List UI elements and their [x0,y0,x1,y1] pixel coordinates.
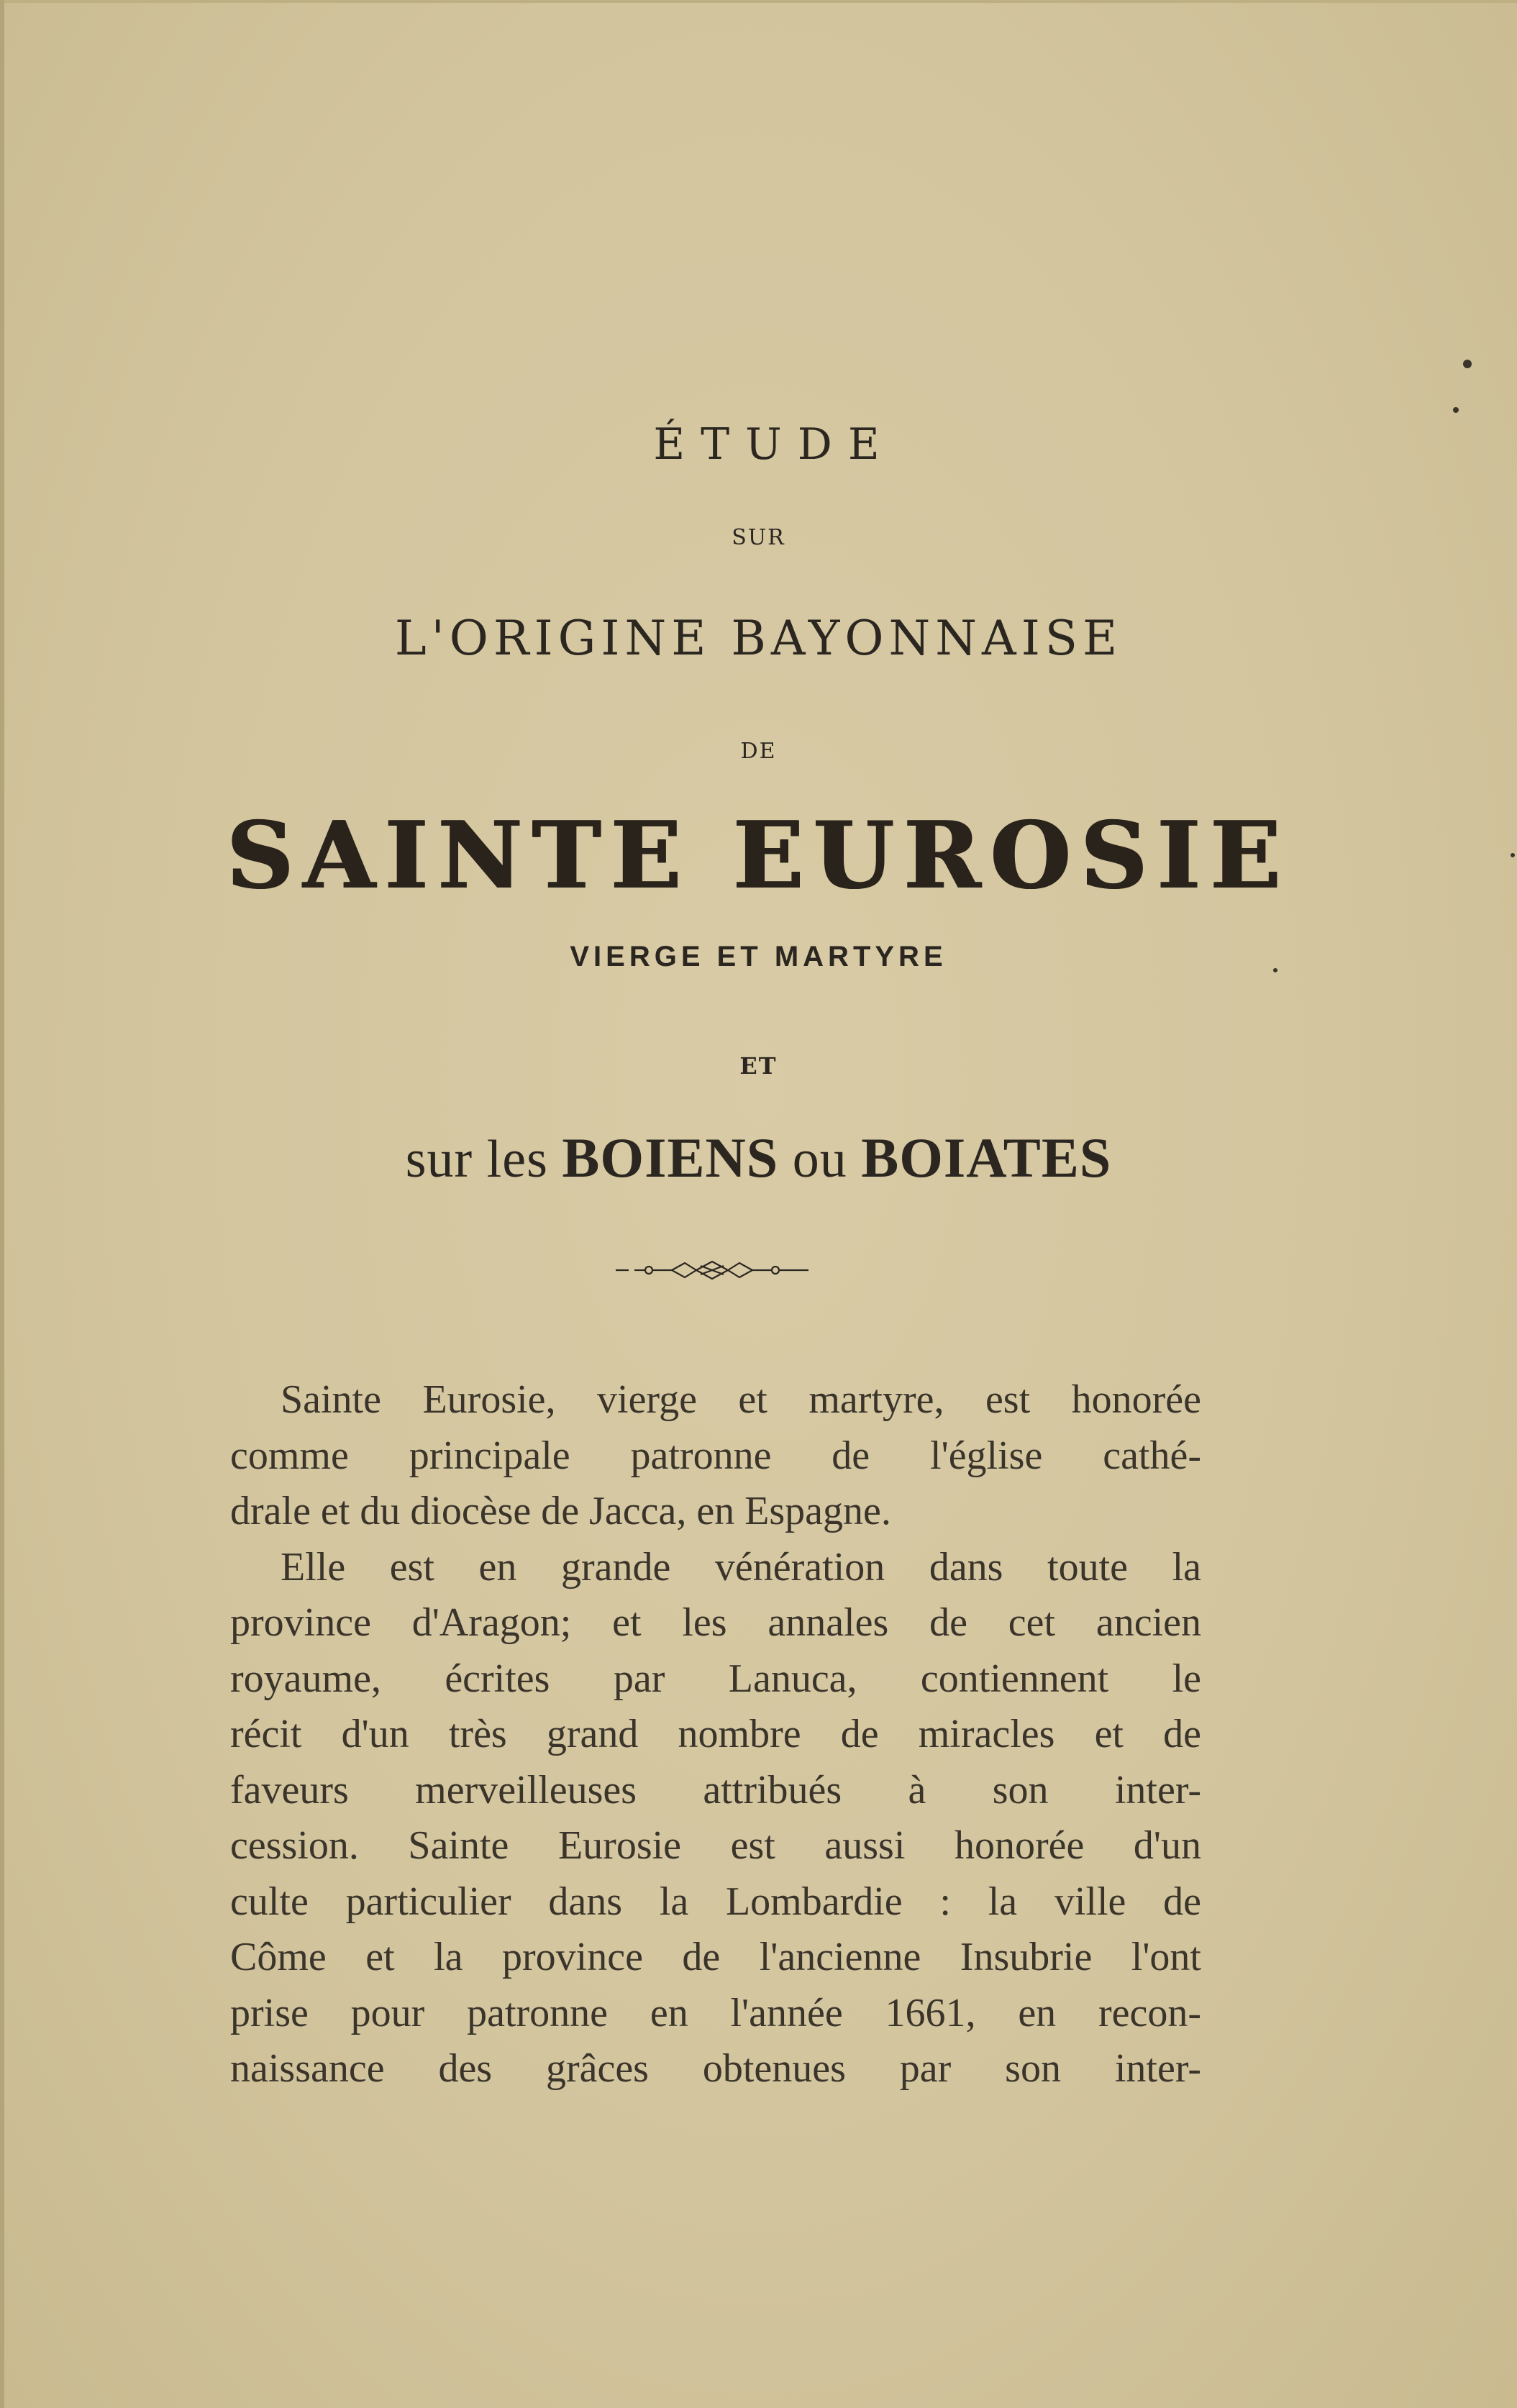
body-paragraphs [230,1372,1201,2097]
page-top-edge [0,0,1517,3]
body-line: Sainte Eurosie, vierge et martyre, est honorée [281,1377,1201,1422]
body-line: province d'Aragon; et les annales de cet ancien [230,1600,1201,1645]
fleuron-divider-icon [613,1256,811,1285]
body-line: cession. Sainte Eurosie est aussi honorée d'un [230,1823,1201,1868]
body-line: faveurs merveilleuses attribués à son inter- [230,1767,1201,1812]
body-line: prise pour patronne en l'année 1661, en recon- [230,1990,1201,2035]
body-line: royaume, écrites par Lanuca, contiennent le [230,1656,1201,1701]
page-left-edge [0,0,4,2408]
body-line: Elle est en grande vénération dans toute la [281,1544,1201,1590]
body-line: culte particulier dans la Lombardie : la ville de [230,1879,1201,1924]
ink-speck [1453,407,1459,413]
title-sainte-eurosie: SAINTE EUROSIE [227,802,1290,910]
body-line: récit d'un très grand nombre de miracles et de [230,1712,1201,1756]
title-boiens: BOIENS [562,1126,779,1189]
body-line: drale et du diocèse de Jacca, en Espagne. [230,1489,891,1533]
title-origine: L'ORIGINE BAYONNAISE [394,611,1123,666]
title-ou: ou [792,1130,847,1189]
title-de: DE [740,739,777,764]
ink-speck [1463,360,1472,368]
body-line: comme principale patronne de l'église cathé- [230,1433,1201,1478]
title-sur-les: sur les [405,1130,548,1189]
body-line: Côme et la province de l'ancienne Insubrie l'ont [230,1935,1201,1979]
title-et: ET [739,1052,778,1080]
title-boiens-boiates [0,1122,1517,1195]
title-etude: ÉTUDE [653,419,896,470]
title-boiates: BOIATES [861,1126,1112,1189]
title-vierge-et-martyre: VIERGE ET MARTYRE [570,941,947,972]
title-sur: SUR [732,525,785,550]
body-line: naissance des grâces obtenues par son inter- [230,2046,1201,2091]
